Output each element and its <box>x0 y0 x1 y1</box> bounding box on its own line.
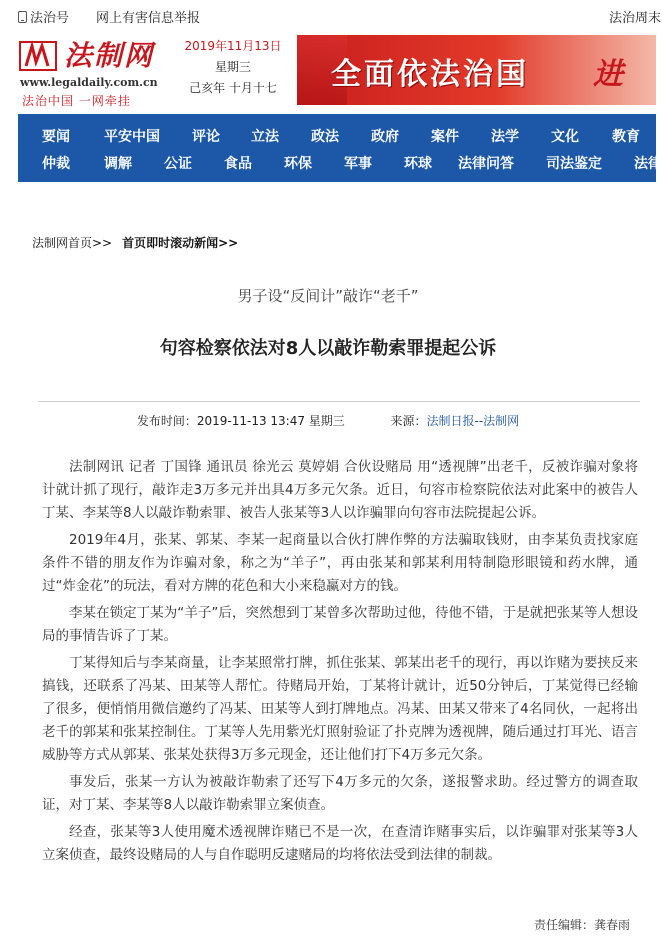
fazhihao-link[interactable]: 法治号 <box>18 7 69 26</box>
nav-item[interactable]: 案件 <box>431 129 459 145</box>
nav-item[interactable]: 法律问答 <box>458 156 514 172</box>
nav-item[interactable]: 平安中国 <box>104 129 160 145</box>
article-body <box>42 456 638 871</box>
header-banner[interactable] <box>297 35 656 105</box>
article-title: 句容检察依法对8人以敲诈勒索罪提起公诉 <box>159 338 497 359</box>
nav-item[interactable]: 环保 <box>284 156 312 172</box>
date-block <box>178 36 288 99</box>
top-bar <box>0 0 662 30</box>
mobile-icon <box>18 11 27 23</box>
source-link[interactable]: 法制日报--法制网 <box>426 414 520 428</box>
nav-row-1 <box>18 122 656 148</box>
nav-item[interactable]: 文化 <box>551 129 579 145</box>
publish-label: 发布时间： <box>136 414 197 428</box>
nav-item[interactable]: 调解 <box>104 156 132 172</box>
publish-time: 2019-11-13 13:47 星期三 <box>196 414 345 428</box>
logo-url: www.legaldaily.com.cn <box>20 76 158 89</box>
logo-icon[interactable] <box>18 38 58 74</box>
nav-item[interactable]: 仲裁 <box>42 156 70 172</box>
article-subtitle: 男子设“反间计”敲诈“老千” <box>237 287 419 305</box>
article-paragraph: 李某在锁定丁某为“羊子”后，突然想到丁某曾多次帮助过他，待他不错，于是就把张某等人想设局的事情告诉了丁某。 <box>42 605 638 644</box>
banner-text: 全面依法治国 <box>331 57 529 92</box>
divider <box>38 401 640 402</box>
nav-item[interactable]: 政法 <box>311 129 339 145</box>
banner-text-overflow: 进 <box>593 57 623 92</box>
editor-label: 责任编辑： <box>533 918 594 932</box>
nav-item[interactable]: 军事 <box>344 156 372 172</box>
weekday-text: 星期三 <box>214 60 251 74</box>
nav-item[interactable]: 环球 <box>404 156 432 172</box>
nav-item[interactable]: 法律 <box>634 156 662 172</box>
article-paragraph: 事发后，张某一方认为被敲诈勒索了还写下4万多元的欠条，遂报警求助。经过警方的调查取证，对丁某、李某等8人以敲诈勒索罪立案侦查。 <box>42 774 638 813</box>
nav-item[interactable]: 要闻 <box>42 129 70 145</box>
breadcrumb-section[interactable]: 首页即时滚动新闻>> <box>122 236 239 250</box>
logo-slogan: 法治中国 一网牵挂 <box>22 94 131 108</box>
nav-item[interactable]: 评论 <box>192 129 220 145</box>
nav-item[interactable]: 公证 <box>164 156 192 172</box>
nav-item[interactable]: 政府 <box>371 129 399 145</box>
nav-item[interactable]: 法学 <box>491 129 519 145</box>
nav-item[interactable]: 食品 <box>224 156 252 172</box>
report-link[interactable]: 网上有害信息举报 <box>96 11 201 26</box>
article-paragraph: 法制网讯 记者 丁国锋 通讯员 徐光云 莫婷娟 合伙设赌局 用“透视牌”出老千，反被诈骗对象将计就计抓了现行，敲诈走3万多元并出具4万多元欠条。近日，句容市检察院依法对此案中的被告人丁某、李某等8人以敲诈勒索罪、被告人张某等3人以诈骗罪向句容市法院提起公诉。 <box>42 459 638 521</box>
article-paragraph: 2019年4月，张某、郭某、李某一起商量以合伙打牌作弊的方法骗取钱财，由李某负责找家庭条件不错的朋友作为诈骗对象，称之为“羊子”，再由张某和郭某利用特制隐形眼镜和药水牌，通过“炸金花”的玩法，看对方牌的花色和大小来稳赢对方的钱。 <box>42 532 638 594</box>
lunar-date-text: 己亥年 十月十七 <box>189 81 277 95</box>
site-header <box>0 30 656 112</box>
nav-item[interactable]: 立法 <box>251 129 279 145</box>
logo-text[interactable]: 法制网 <box>64 39 155 72</box>
editor-credit <box>534 916 630 933</box>
breadcrumb-home[interactable]: 法制网首页>> <box>32 236 113 250</box>
article-paragraph: 经查，张某等3人使用魔术透视牌诈赌已不是一次，在查清诈赌事实后，以诈骗罪对张某等3人立案侦查，最终设赌局的人与自作聪明反逮赌局的均将依法受到法律的制裁。 <box>42 824 638 863</box>
article-meta <box>0 412 656 429</box>
source-label: 来源： <box>390 414 427 428</box>
main-nav <box>18 114 662 182</box>
nav-row-2 <box>18 149 662 175</box>
fazhi-weekend-link[interactable]: 法治周末 <box>609 11 662 26</box>
article-paragraph: 丁某得知后与李某商量，让李某照常打牌，抓住张某、郭某出老千的现行，再以诈赌为要挟反来搞钱，还联系了冯某、田某等人帮忙。待赌局开始，丁某将计就计，近50分钟后，丁某觉得已经输了很多，便悄悄用微信邀约了冯某、田某等人到打牌地点。冯某、田某又带来了4名同伙，一起将出老千的郭某和张某控制住。丁某等人先用紫光灯照射验证了扑克牌为透视牌，随后通过打耳光、语言威胁等方式从郭某、张某处获得3万多元现金，还让他们打下4万多元欠条。 <box>42 655 638 763</box>
breadcrumb <box>32 234 238 251</box>
editor-name: 龚春雨 <box>593 918 630 932</box>
nav-item[interactable]: 教育 <box>612 129 640 145</box>
date-text: 2019年11月13日 <box>184 39 282 53</box>
nav-item[interactable]: 司法鉴定 <box>546 156 602 172</box>
